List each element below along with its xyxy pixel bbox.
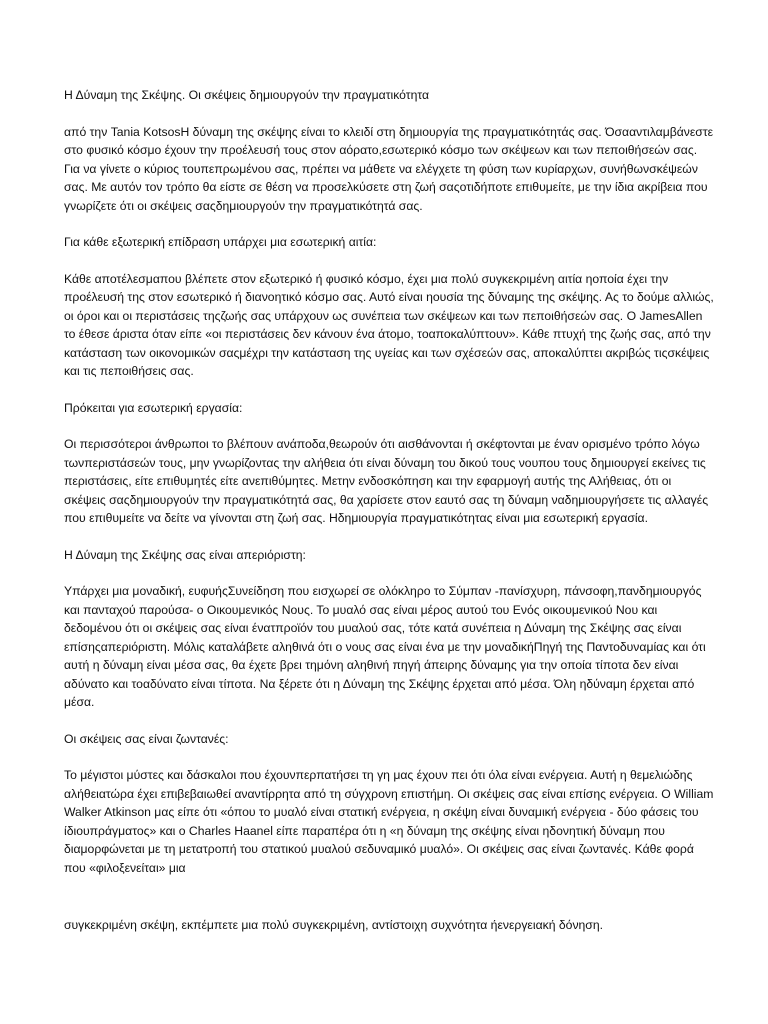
document-body	[64, 86, 714, 895]
section-heading-inner-work: Πρόκειται για εσωτερική εργασία:	[64, 400, 243, 415]
paragraph-continuation: συγκεκριμένη σκέψη, εκπέμπετε μια πολύ συγκεκριμένη, αντίστοιχη συχνότητα ήενεργειακή δόνηση.	[64, 918, 603, 932]
document-title: Η Δύναμη της Σκέψης. Οι σκέψεις δημιουργούν την πραγματικότητα	[64, 88, 430, 102]
paragraph-inner-work: Οι περισσότεροι άνθρωποι το βλέπουν ανάποδα,θεωρούν ότι αισθάνονται ή σκέφτονται με έναν ορισμένο τρόπο λόγω τωνπεριστάσεών τους, μην γνωρίζοντας την αλήθεια ότι είναι δύναμη του δικού τους νουπου τους δημιουργεί εκείνες τις περιστάσεις, είτε επιθυμητές είτε ανεπιθύμητες. Μετην ενδοσκόπηση και την εφαρμογή αυτής της Αλήθειας, ότι οι σκέψεις σαςδημιουργούν την πραγματικότητά σας, θα χαρίσετε στον εαυτό σας τη δύναμη ναδημιουργήσετε τις αλλαγές που επιθυμείτε να δείτε να γίνονται στη ζωή σας. Ηδημιουργία πραγματικότητας είναι μια εσωτερική εργασία.	[64, 437, 709, 525]
paragraph-external-cause: Κάθε αποτέλεσμαπου βλέπετε στον εξωτερικό ή φυσικό κόσμο, έχει μια πολύ συγκεκριμένη αιτία ηοποία έχει την προέλευσή της στον εσωτερικό ή διανοητικό κόσμο σας. Αυτό είναι ηουσία της δύναμης της σκέψης. Ας το δούμε αλλιώς, οι όροι και οι περιστάσεις τηςζωής σας υπάρχουν ως συνέπεια των σκέψεων και των πεποιθήσεών σας. Ο JamesAllen το έθεσε άριστα όταν είπε «οι περιστάσεις δεν κάνουν ένα άτομο, τοαποκαλύπτουν». Κάθε πτυχή της ζωής σας, από την κατάσταση των οικονομικών σαςμέχρι την κατάσταση της υγείας και των σχέσεών σας, αποκαλύπτει ακριβώς τιςσκέψεις και τις πεποιθήσεις σας.	[64, 271, 714, 378]
section-heading-unlimited-power: Η Δύναμη της Σκέψης σας είναι απεριόριστη:	[64, 547, 306, 562]
paragraph-thoughts-alive: Το μέγιστοι μύστες και δάσκαλοι που έχουνπερπατήσει τη γη μας έχουν πει ότι όλα είναι ενέργεια. Αυτή η θεμελιώδης αλήθειατώρα έχει επιβεβαιωθεί αναντίρρητα από τη σύγχρονη επιστήμη. Οι σκέψεις σας είναι επίσης ενέργεια. Ο William Walker Atkinson μας είπε ότι «όπου το μυαλό είναι στατική ενέργεια, η σκέψη είναι δυναμική ενέργεια - δύο φάσεις του ίδιουπράγματος» και ο Charles Haanel είπε παραπέρα ότι η «η δύναμη της σκέψης είναι ηδονητική δύναμη που διαμορφώνεται με τη μετατροπή του στατικού μυαλού σεδυναμικό μυαλό». Οι σκέψεις σας είναι ζωντανές. Κάθε φορά που «φιλοξενείται» μια	[64, 768, 714, 875]
paragraph-unlimited-power: Υπάρχει μια μοναδική, ευφυήςΣυνείδηση που εισχωρεί σε ολόκληρο το Σύμπαν -πανίσχυρη, πάνσοφη,πανδημιουργός και πανταχού παρούσα- ο Οικουμενικός Νους. Το μυαλό σας είναι μέρος αυτού του Ενός οικουμενικού Νου και δεδομένου ότι οι σκέψεις σας είναι ένατπροϊόν του μυαλού σας, τότε κατά συνέπεια η Δύναμη της Σκέψης σας είναι επίσηςαπεριόριστη. Μόλις καταλάβετε αληθινά ότι ο νους σας είναι ένα με την μοναδικήΠηγή της Παντοδυναμίας και ότι αυτή η δύναμη είναι μέσα σας, θα έχετε βρει τημόνη αληθινή πηγή άπειρης δύναμης για την οποία τίποτα δεν είναι αδύνατο και τοαδύνατο είναι τίποτα. Να ξέρετε ότι η Δύναμη της Σκέψης έρχεται από μέσα. Όλη ηδύναμη έρχεται από μέσα.	[64, 584, 706, 709]
section-heading-thoughts-alive: Οι σκέψεις σας είναι ζωντανές:	[64, 731, 229, 746]
paragraph-intro: από την Tania KotsosΗ δύναμη της σκέψης είναι το κλειδί στη δημιουργία της πραγματικότητάς σας. Όσααντιλαμβάνεστε στο φυσικό κόσμο έχουν την προέλευσή τους στον αόρατο,εσωτερικό κόσμο των σκέψεων και των πεποιθήσεών σας. Για να γίνετε ο κύριος τουπεπρωμένου σας, πρέπει να μάθετε να ελέγχετε τη φύση των κυρίαρχων, συνήθωνσκέψεών σας. Με αυτόν τον τρόπο θα είστε σε θέση να προσελκύσετε στη ζωή σαςοτιδήποτε επιθυμείτε, με την ίδια ακρίβεια που γνωρίζετε ότι οι σκέψεις σαςδημιουργούν την πραγματικότητά σας.	[64, 124, 714, 213]
section-heading-external-cause: Για κάθε εξωτερική επίδραση υπάρχει μια εσωτερική αιτία:	[64, 235, 377, 249]
